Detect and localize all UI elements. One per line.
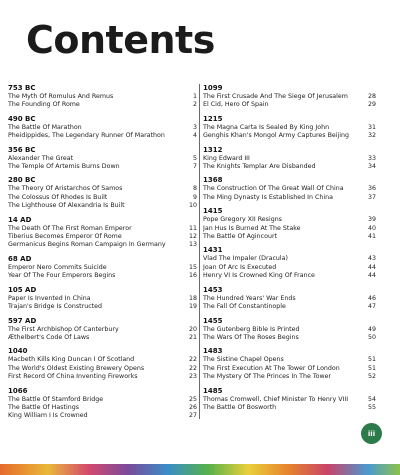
- entry-title: The First Crusade And The Siege Of Jerusalem: [203, 93, 348, 100]
- contents-entry[interactable]: [203, 373, 376, 381]
- entry-title: Paper Is Invented In China: [8, 294, 91, 302]
- year-group: [203, 146, 376, 172]
- entry-title: Æthelbert's Code Of Laws: [8, 333, 90, 341]
- entry-page-number: 39: [367, 216, 376, 224]
- contents-entry[interactable]: [8, 356, 197, 364]
- entry-title: Emperor Nero Commits Suicide: [8, 263, 107, 271]
- entry-page-number: 34: [367, 163, 376, 171]
- contents-entry[interactable]: [8, 264, 197, 272]
- contents-entry[interactable]: [8, 334, 197, 342]
- entry-page-number: 29: [367, 101, 376, 109]
- entry-title: King Edward III: [203, 154, 250, 162]
- contents-entry[interactable]: [203, 334, 376, 342]
- contents-entry[interactable]: [8, 295, 197, 303]
- contents-entry[interactable]: [203, 155, 376, 163]
- entry-page-number: 33: [367, 154, 376, 162]
- entry-page-number: 44: [367, 272, 376, 280]
- year-heading: 1066: [8, 386, 28, 395]
- entry-page-number: 1: [192, 93, 197, 100]
- contents-entry[interactable]: [203, 101, 376, 109]
- year-heading: 490 BC: [8, 114, 36, 123]
- entry-page-number: 18: [188, 294, 197, 302]
- page-title: Contents: [26, 18, 215, 62]
- year-heading: 68 AD: [8, 254, 32, 263]
- entry-page-number: 3: [192, 123, 197, 131]
- entry-page-number: 22: [188, 364, 197, 372]
- entry-page-number: 4: [192, 132, 197, 140]
- entry-page-number: 8: [192, 185, 197, 193]
- contents-left-column: [8, 84, 197, 426]
- year-heading: 1485: [203, 386, 223, 395]
- entry-page-number: 32: [367, 132, 376, 140]
- year-group: [203, 387, 376, 413]
- year-heading: 356 BC: [8, 145, 36, 154]
- entry-title: Year Of The Four Emperors Begins: [8, 272, 116, 280]
- entry-title: El Cid, Hero Of Spain: [203, 101, 269, 109]
- contents-entry[interactable]: [203, 194, 376, 202]
- entry-page-number: 20: [188, 325, 197, 333]
- entry-title: The Fall Of Constantinople: [203, 303, 286, 311]
- entry-page-number: 22: [188, 356, 197, 364]
- year-group: [203, 176, 376, 202]
- page-number-badge: iii: [361, 423, 382, 444]
- entry-page-number: 21: [188, 333, 197, 341]
- year-group: [203, 246, 376, 280]
- contents-entry[interactable]: [203, 216, 376, 224]
- year-heading: 1483: [203, 347, 223, 356]
- rainbow-footer-stripe: [0, 464, 400, 475]
- year-group: [203, 347, 376, 381]
- year-group: [8, 176, 197, 210]
- entry-title: The Hundred Years' War Ends: [203, 294, 296, 302]
- entry-title: The Construction Of The Great Wall Of China: [203, 185, 344, 193]
- contents-entry[interactable]: [8, 233, 197, 241]
- year-group: [8, 347, 197, 381]
- year-heading: 280 BC: [8, 176, 36, 185]
- entry-title: The Knights Templar Are Disbanded: [203, 163, 316, 171]
- entry-title: The Battle Of Stamford Bridge: [8, 395, 104, 403]
- contents-entry[interactable]: [8, 396, 197, 404]
- contents-entry[interactable]: [203, 185, 376, 193]
- contents-entry[interactable]: [8, 101, 197, 109]
- entry-page-number: 36: [367, 185, 376, 193]
- contents-right-column: [203, 84, 376, 417]
- contents-entry[interactable]: [8, 194, 197, 202]
- contents-entry[interactable]: [203, 272, 376, 280]
- entry-page-number: 28: [367, 93, 376, 100]
- entry-page-number: 10: [188, 202, 197, 210]
- entry-page-number: 44: [367, 263, 376, 271]
- contents-entry[interactable]: [203, 163, 376, 171]
- contents-entry[interactable]: [203, 233, 376, 241]
- contents-entry[interactable]: [8, 93, 197, 101]
- contents-entry[interactable]: [8, 303, 197, 311]
- entry-page-number: 11: [188, 224, 197, 232]
- entry-title: Alexander The Great: [8, 154, 74, 162]
- year-group: [8, 146, 197, 172]
- entry-title: The Sistine Chapel Opens: [203, 356, 284, 364]
- year-group: [8, 317, 197, 343]
- entry-title: The Battle Of Bosworth: [203, 403, 277, 411]
- year-group: [8, 216, 197, 250]
- entry-title: The Gutenberg Bible Is Printed: [203, 325, 300, 333]
- year-heading: 1455: [203, 316, 223, 325]
- year-group: [8, 387, 197, 421]
- entry-title: Jan Hus Is Burned At The Stake: [203, 224, 301, 232]
- contents-entry[interactable]: [8, 326, 197, 334]
- entry-title: The Wars Of The Roses Begins: [203, 333, 299, 341]
- entry-title: The Death Of The First Roman Emperor: [8, 224, 132, 232]
- year-group: [203, 84, 376, 110]
- contents-entry[interactable]: [8, 241, 197, 249]
- entry-title: The World's Oldest Existing Brewery Opens: [8, 364, 145, 372]
- entry-page-number: 51: [367, 356, 376, 364]
- entry-title: The Myth Of Romulus And Remus: [8, 93, 114, 100]
- year-heading: 105 AD: [8, 285, 37, 294]
- contents-entry[interactable]: [8, 155, 197, 163]
- entry-title: The Battle Of Agincourt: [203, 233, 278, 241]
- entry-title: The Battle Of Marathon: [8, 123, 82, 131]
- entry-page-number: 13: [188, 241, 197, 249]
- contents-entry[interactable]: [8, 412, 197, 420]
- entry-page-number: 51: [367, 364, 376, 372]
- entry-page-number: 16: [188, 272, 197, 280]
- entry-page-number: 25: [188, 395, 197, 403]
- entry-title: The Battle Of Hastings: [8, 403, 79, 411]
- entry-page-number: 5: [192, 154, 197, 162]
- year-heading: 1312: [203, 145, 223, 154]
- entry-title: The First Execution At The Tower Of London: [203, 364, 340, 372]
- entry-title: The Mystery Of The Princes In The Tower: [203, 373, 332, 381]
- contents-entry[interactable]: [203, 264, 376, 272]
- contents-entry[interactable]: [8, 225, 197, 233]
- entry-page-number: 12: [188, 233, 197, 241]
- contents-entry[interactable]: [203, 365, 376, 373]
- contents-entry[interactable]: [8, 202, 197, 210]
- entry-title: The Magna Carta Is Sealed By King John: [203, 123, 330, 131]
- year-group: [203, 286, 376, 312]
- contents-entry[interactable]: [8, 124, 197, 132]
- entry-page-number: 50: [367, 333, 376, 341]
- entry-title: Tiberius Becomes Emperor Of Rome: [8, 233, 122, 241]
- entry-title: The Temple Of Artemis Burns Down: [8, 163, 120, 171]
- contents-entry[interactable]: [203, 303, 376, 311]
- year-heading: 597 AD: [8, 316, 37, 325]
- year-group: [203, 317, 376, 343]
- entry-page-number: 49: [367, 325, 376, 333]
- year-heading: 1415: [203, 207, 223, 216]
- entry-title: Genghis Khan's Mongol Army Captures Beijing: [203, 132, 350, 140]
- year-group: [8, 115, 197, 141]
- entry-title: King William I Is Crowned: [8, 412, 88, 420]
- entry-page-number: 43: [367, 255, 376, 263]
- entry-page-number: 15: [188, 263, 197, 271]
- contents-entry[interactable]: [203, 225, 376, 233]
- entry-page-number: 55: [367, 403, 376, 411]
- year-heading: 1215: [203, 114, 223, 123]
- year-heading: 1453: [203, 285, 223, 294]
- contents-entry[interactable]: [203, 132, 376, 140]
- entry-title: The Lighthouse Of Alexandria Is Built: [8, 202, 125, 210]
- contents-entry[interactable]: [203, 326, 376, 334]
- contents-entry[interactable]: [8, 373, 197, 381]
- year-heading: 1040: [8, 347, 28, 356]
- entry-page-number: 41: [367, 233, 376, 241]
- entry-title: The Theory Of Aristarchos Of Samos: [8, 185, 123, 193]
- column-divider: [199, 84, 200, 419]
- contents-entry[interactable]: [8, 185, 197, 193]
- entry-title: The Ming Dynasty Is Established In China: [203, 193, 333, 201]
- entry-title: Pheidippides, The Legendary Runner Of Marathon: [8, 132, 165, 140]
- entry-page-number: 31: [367, 123, 376, 131]
- entry-title: Pope Gregory XII Resigns: [203, 216, 282, 224]
- contents-entry[interactable]: [8, 404, 197, 412]
- year-group: [203, 115, 376, 141]
- entry-title: The Colossus Of Rhodes Is Built: [8, 193, 108, 201]
- entry-page-number: 23: [188, 373, 197, 381]
- entry-title: Trajan's Bridge Is Constructed: [8, 303, 103, 311]
- entry-title: Joan Of Arc Is Executed: [203, 263, 277, 271]
- contents-entry[interactable]: [8, 365, 197, 373]
- year-heading: 1099: [203, 84, 223, 92]
- year-heading: 14 AD: [8, 215, 32, 224]
- year-heading: 1431: [203, 246, 223, 255]
- year-group: [8, 286, 197, 312]
- entry-page-number: 2: [192, 101, 197, 109]
- entry-title: The Founding Of Rome: [8, 101, 80, 109]
- contents-entry[interactable]: [203, 356, 376, 364]
- entry-page-number: 40: [367, 224, 376, 232]
- entry-page-number: 47: [367, 303, 376, 311]
- contents-entry[interactable]: [8, 132, 197, 140]
- entry-title: Vlad The Impaler (Dracula): [203, 255, 288, 263]
- entry-title: Henry VI Is Crowned King Of France: [203, 272, 315, 280]
- entry-title: The First Archbishop Of Canterbury: [8, 325, 119, 333]
- entry-title: First Record Of China Inventing Fireworks: [8, 373, 138, 381]
- contents-entry[interactable]: [203, 93, 376, 101]
- contents-entry[interactable]: [203, 255, 376, 263]
- contents-entry[interactable]: [203, 396, 376, 404]
- year-heading: 753 BC: [8, 84, 36, 92]
- entry-page-number: 54: [367, 395, 376, 403]
- contents-entry[interactable]: [203, 404, 376, 412]
- contents-entry[interactable]: [203, 124, 376, 132]
- year-group: [8, 84, 197, 110]
- entry-page-number: 26: [188, 403, 197, 411]
- year-heading: 1368: [203, 176, 223, 185]
- entry-title: Thomas Cromwell, Chief Minister To Henry VIII: [203, 395, 349, 403]
- entry-page-number: 19: [188, 303, 197, 311]
- year-group: [8, 255, 197, 281]
- entry-title: Macbeth Kills King Duncan I Of Scotland: [8, 356, 135, 364]
- contents-entry[interactable]: [8, 272, 197, 280]
- entry-page-number: 37: [367, 193, 376, 201]
- entry-page-number: 52: [367, 373, 376, 381]
- contents-entry[interactable]: [8, 163, 197, 171]
- contents-entry[interactable]: [203, 295, 376, 303]
- entry-page-number: 27: [188, 412, 197, 420]
- entry-page-number: 46: [367, 294, 376, 302]
- entry-title: Germanicus Begins Roman Campaign In Germany: [8, 241, 166, 249]
- year-group: [203, 207, 376, 241]
- entry-page-number: 7: [192, 163, 197, 171]
- entry-page-number: 9: [192, 193, 197, 201]
